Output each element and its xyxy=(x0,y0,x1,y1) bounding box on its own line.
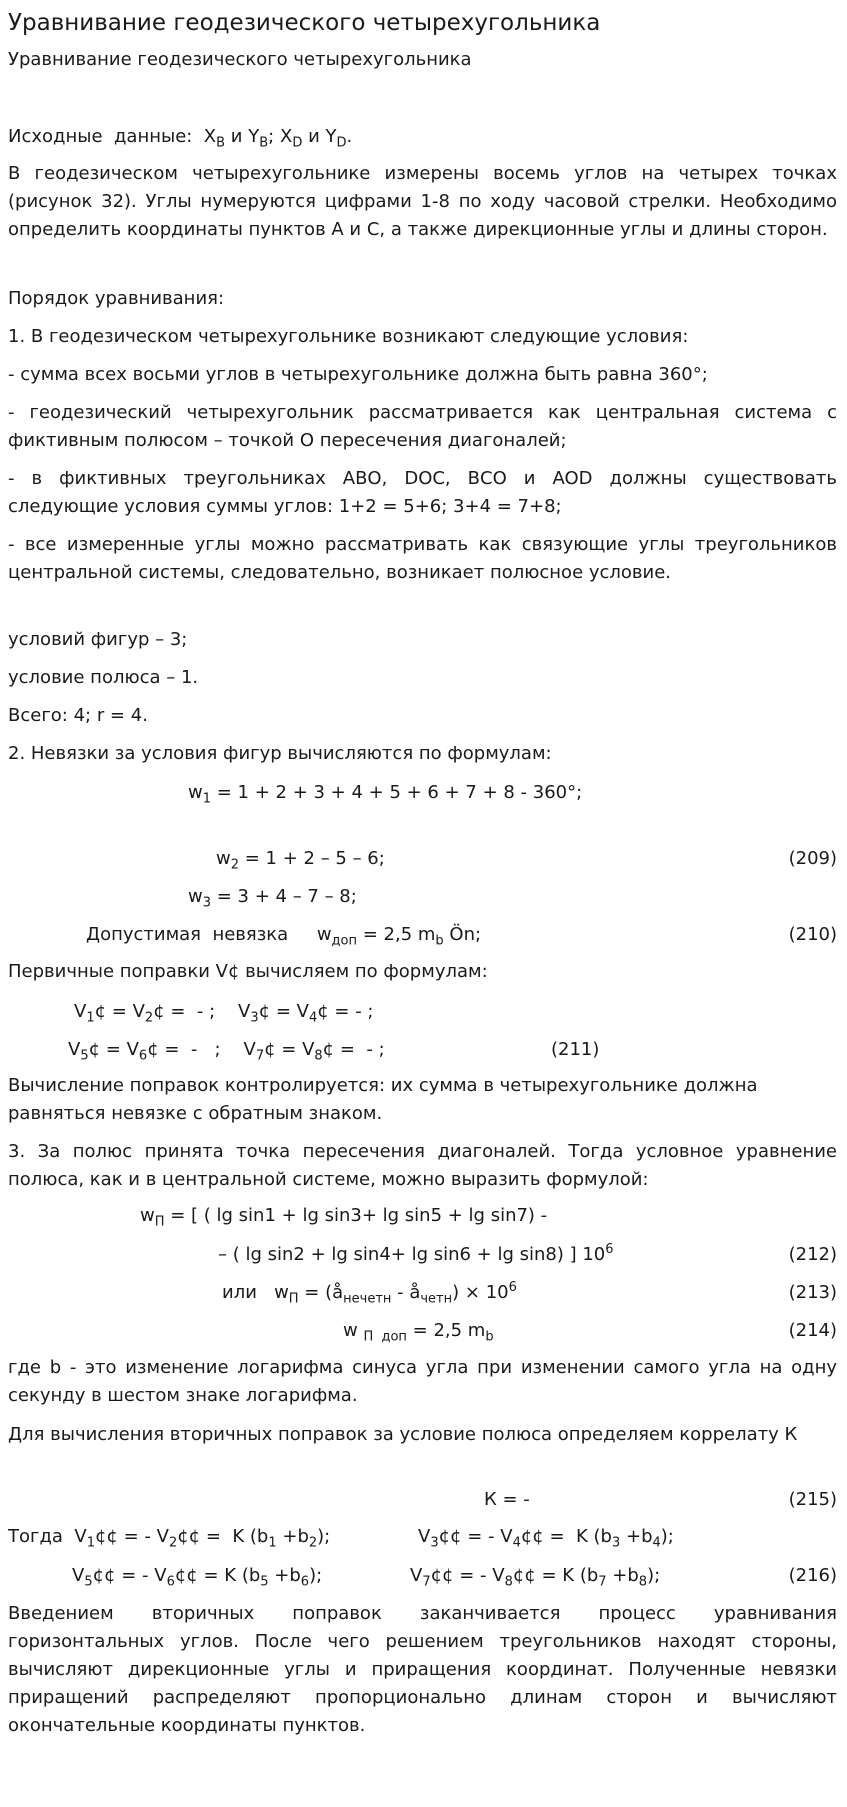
formula-w3: $w_3 = 3 + 4 - 7 - 8$; xyxy=(188,886,357,911)
paragraph-order: Порядок уравнивания: xyxy=(8,288,225,309)
formula-w2: $w_2 = 1 + 2 - 5 - 6$; xyxy=(216,848,385,873)
formula-allowed: Допустимая невязка $w_{доп} = 2,5$ $m_b$ Ön; xyxy=(86,924,482,949)
paragraph-total: Всего: 4; r = 4. xyxy=(8,705,148,726)
paragraph-condition-sum: - сумма всех восьми углов в четырехугольнике должна быть равна 360°; xyxy=(8,364,708,385)
formula-w1: $w_1 = 1 + 2 + 3 + 4 + 5 + 6 + 7 + 8 - 360^\circ$; xyxy=(188,782,583,807)
page-title: Уравнивание геодезического четырехугольника xyxy=(8,10,601,36)
paragraph-figure-conditions: условий фигур – 3; xyxy=(8,629,188,650)
paragraph-pole-condition: условие полюса – 1. xyxy=(8,667,199,688)
formula-wp-line2: – ( lg sin2 + lg sin4+ lg sin6 + lg sin8) ] $10^6$ xyxy=(218,1242,614,1265)
paragraph-final: Введением вторичных поправок заканчивается процесс уравнивания горизонтальных углов. После чего решением треугольников находят стороны, вычисляют дирекционные углы и приращения координат. Полученные невязки приращений распределяют пропорционально длинам сторон и вычисляют окончательные координаты пунктов. xyxy=(8,1603,837,1736)
paragraph-description: В геодезическом четырехугольнике измерены восемь углов на четырех точках (рисунок 32). Углы нумеруются цифрами 1-8 по ходу часовой стрелки. Необходимо определить координаты пунктов А и С, а также дирекционные углы и длины сторон. xyxy=(8,163,837,240)
formula-secondary-3: $V_5¢¢$ = - $V_6¢¢ = K$ $(b_5 +b_6)$; xyxy=(72,1565,323,1590)
paragraph-where: где b - это изменение логарифма синуса угла при изменении самого угла на одну секунду в шестом знаке логарифма. xyxy=(8,1357,837,1406)
document-subtitle: Уравнивание геодезического четырехугольника xyxy=(8,49,472,70)
formula-k: К = - xyxy=(484,1489,530,1510)
paragraph-condition-triangles: - в фиктивных треугольниках АВО, DOC, ВСО и AOD должны существовать следующие условия суммы углов: 1+2 = 5+6; 3+4 = 7+8; xyxy=(8,468,837,517)
equation-number-211: (211) xyxy=(551,1039,600,1060)
formula-v1234: $V_1¢$ = $V_2¢$ = - ; $V_3¢$ = $V_4¢$ = - ; xyxy=(74,1001,374,1026)
paragraph-primary: Первичные поправки V¢ вычисляем по формулам: xyxy=(8,961,488,982)
formula-secondary-4: $V_7¢¢$ = - $V_8¢¢ = K$ $(b_7 +b_8)$; xyxy=(410,1565,661,1590)
equation-number-216: (216) xyxy=(788,1565,837,1586)
formula-wp-allowed: w $_{П доп}$ = 2,5 $m_b$ xyxy=(343,1320,494,1345)
equation-number-215: (215) xyxy=(788,1489,837,1510)
formula-secondary-2: $V_3¢¢$ = - $V_4¢¢ = K$ $(b_3 +b_4)$; xyxy=(418,1526,674,1551)
equation-number-210: (210) xyxy=(788,924,837,945)
equation-number-213: (213) xyxy=(788,1282,837,1303)
paragraph-condition-pole: - все измеренные углы можно рассматривать как связующие углы треугольников центральной системы, следовательно, возникает полюсное условие. xyxy=(8,534,837,583)
paragraph-step-3: 3. За полюс принята точка пересечения диагоналей. Тогда условное уравнение полюса, как и в центральной системе, можно выразить формулой: xyxy=(8,1141,837,1190)
paragraph-condition-central: - геодезический четырехугольник рассматривается как центральная система с фиктивным полюсом – точкой О пересечения диагоналей; xyxy=(8,402,837,451)
equation-number-214: (214) xyxy=(788,1320,837,1341)
equation-number-212: (212) xyxy=(788,1244,837,1265)
initial-data: Исходные данные: $X_B$ и $Y_B$; $X_D$ и $Y_D$. xyxy=(8,126,353,151)
formula-v5678: $V_5¢$ = $V_6¢$ = - ; $V_7¢$ = $V_8¢$ = - ; xyxy=(68,1039,385,1064)
paragraph-correlate: Для вычисления вторичных поправок за условие полюса определяем коррелату К xyxy=(8,1424,798,1445)
formula-secondary-1: Тогда $V_1¢¢$ = - $V_2¢¢ = K$ $(b_1 +b_2)$; xyxy=(8,1526,331,1551)
equation-number-209: (209) xyxy=(788,848,837,869)
paragraph-control: Вычисление поправок контролируется: их сумма в четырехугольнике должна равняться невязке с обратным знаком. xyxy=(8,1075,758,1124)
formula-wp-alt: или $w_П$ = ($å_{нечетн}$ - $å_{четн}) \times 10^6$ xyxy=(222,1280,517,1307)
paragraph-step-1: 1. В геодезическом четырехугольнике возникают следующие условия: xyxy=(8,326,689,347)
formula-wp-line1: $w_П$ = [ ( lg sin1 + lg sin3+ lg sin5 + lg sin7) - xyxy=(140,1205,548,1230)
paragraph-step-2: 2. Невязки за условия фигур вычисляются по формулам: xyxy=(8,743,552,764)
